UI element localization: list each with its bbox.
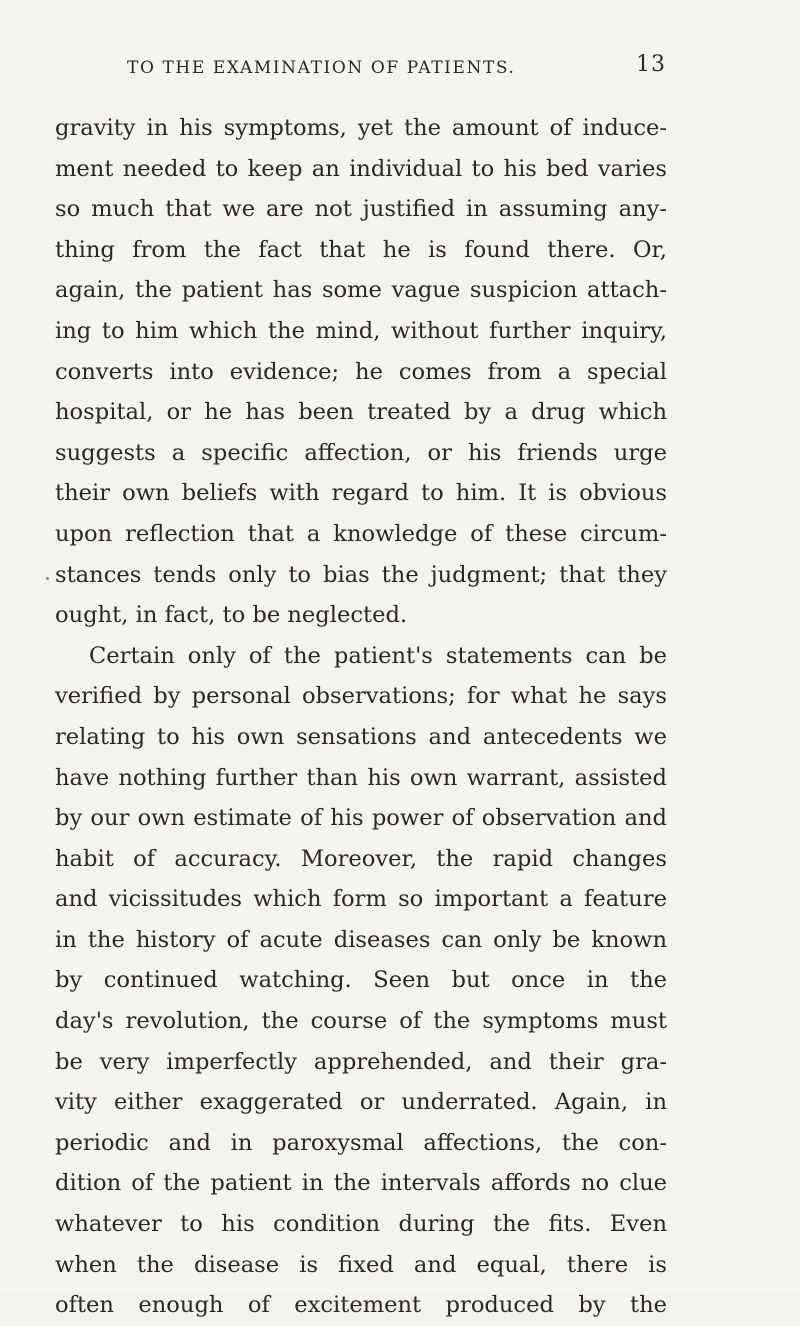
text-line: stances tends only to bias the judgment; that they <box>55 561 667 588</box>
text-line: ing to him which the mind, without further inquiry, <box>55 317 667 344</box>
text-line: hospital, or he has been treated by a drug which <box>55 399 667 426</box>
text-line: often enough of excitement produced by the <box>55 1292 667 1319</box>
text-line: so much that we are not justified in assuming any- <box>55 196 667 223</box>
margin-speck <box>46 577 49 580</box>
running-head <box>0 52 800 88</box>
body-text <box>55 108 667 1326</box>
text-line: upon reflection that a knowledge of these circum- <box>55 520 667 547</box>
text-line: by continued watching. Seen but once in the <box>55 967 667 994</box>
text-line: vity either exaggerated or underrated. Again, in <box>55 1089 667 1116</box>
text-line: converts into evidence; he comes from a special <box>55 358 667 385</box>
text-line: periodic and in paroxysmal affections, the con- <box>55 1129 667 1156</box>
text-line: be very imperfectly apprehended, and their gra- <box>55 1048 667 1075</box>
text-line: dition of the patient in the intervals affords no clue <box>55 1170 667 1197</box>
text-line: in the history of acute diseases can only be known <box>55 926 667 953</box>
text-line: gravity in his symptoms, yet the amount of induce- <box>55 115 667 141</box>
text-line: again, the patient has some vague suspicion attach- <box>55 277 667 304</box>
paragraph-start-line: Certain only of the patient's statements can be <box>89 642 667 669</box>
text-line: by our own estimate of his power of observation and <box>55 805 667 832</box>
text-line: and vicissitudes which form so important a feature <box>55 886 667 913</box>
text-line: ment needed to keep an individual to his bed varies <box>55 155 667 182</box>
text-line: relating to his own sensations and antecedents we <box>55 723 667 750</box>
text-line: suggests a specific affection, or his friends urge <box>55 439 667 466</box>
page-number: 13 <box>636 52 666 77</box>
text-line: verified by personal observations; for what he says <box>55 683 667 710</box>
text-line: whatever to his condition during the fits. Even <box>55 1211 667 1238</box>
text-line: when the disease is fixed and equal, there is <box>55 1251 667 1278</box>
text-line: have nothing further than his own warrant, assisted <box>55 764 667 791</box>
text-line: their own beliefs with regard to him. It is obvious <box>55 480 667 507</box>
text-line: thing from the fact that he is found there. Or, <box>55 236 667 263</box>
text-line: habit of accuracy. Moreover, the rapid changes <box>55 845 667 872</box>
running-title: TO THE EXAMINATION OF PATIENTS. <box>127 58 516 78</box>
paragraph-end-line: ought, in fact, to be neglected. <box>55 602 408 629</box>
text-line: day's revolution, the course of the symptoms must <box>55 1008 667 1035</box>
